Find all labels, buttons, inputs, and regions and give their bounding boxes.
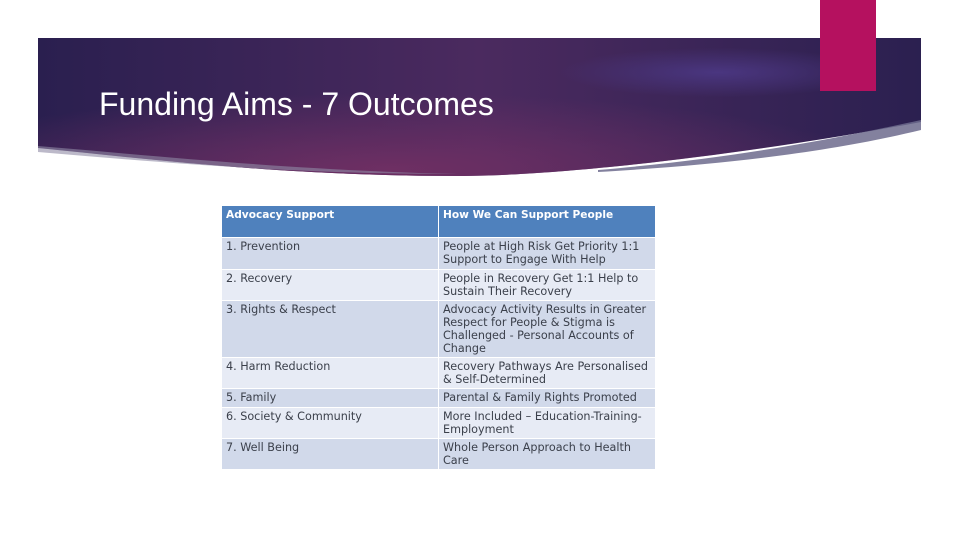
table-cell: Whole Person Approach to Health Care (439, 439, 656, 470)
table-cell: 6. Society & Community (222, 408, 439, 439)
outcomes-table (221, 205, 656, 470)
table-cell: Advocacy Activity Results in Greater Respect for People & Stigma is Challenged - Personal Accounts of Change (439, 301, 656, 358)
table-row (222, 301, 656, 358)
table-cell: 2. Recovery (222, 270, 439, 301)
table-cell: 5. Family (222, 389, 439, 408)
table-row (222, 408, 656, 439)
table-cell: More Included – Education-Training-Employment (439, 408, 656, 439)
table-cell: 7. Well Being (222, 439, 439, 470)
table-header-row (222, 206, 656, 238)
table-cell: People in Recovery Get 1:1 Help to Sustain Their Recovery (439, 270, 656, 301)
table-cell: Parental & Family Rights Promoted (439, 389, 656, 408)
table-row (222, 238, 656, 270)
table-row (222, 439, 656, 470)
table-cell: Recovery Pathways Are Personalised & Self-Determined (439, 358, 656, 389)
table-row (222, 270, 656, 301)
table-cell: 3. Rights & Respect (222, 301, 439, 358)
slide-title: Funding Aims - 7 Outcomes (99, 86, 494, 122)
table-cell: 1. Prevention (222, 238, 439, 270)
table-cell: People at High Risk Get Priority 1:1 Support to Engage With Help (439, 238, 656, 270)
table-cell: 4. Harm Reduction (222, 358, 439, 389)
table-row (222, 389, 656, 408)
column-header: Advocacy Support (222, 206, 439, 238)
table-row (222, 358, 656, 389)
accent-bar (820, 0, 876, 91)
column-header: How We Can Support People (439, 206, 656, 238)
